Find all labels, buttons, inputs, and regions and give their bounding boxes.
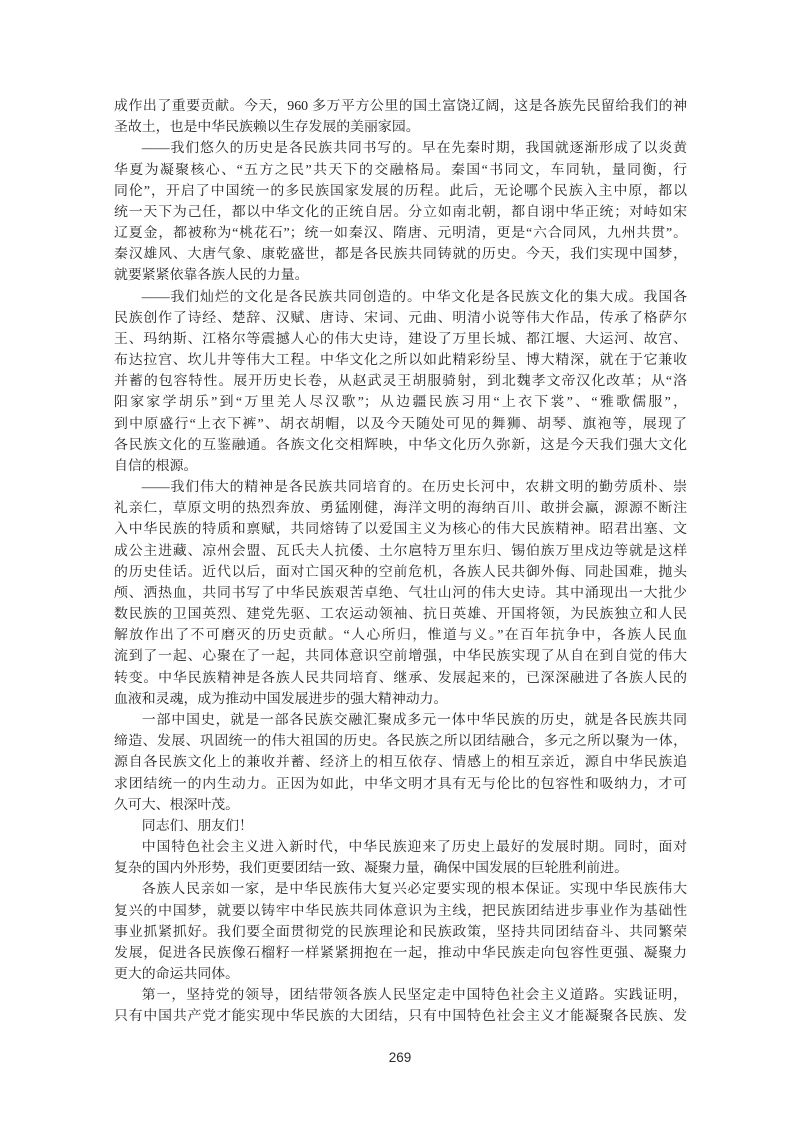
- text-line: 入中华民族的特质和禀赋，共同熔铸了以爱国主义为核心的伟大民族精神。昭君出塞、文: [114, 522, 687, 538]
- text-line: 各族人民亲如一家，是中华民族伟大复兴必定要实现的根本保证。实现中华民族伟大: [141, 882, 687, 898]
- text-line: 发展，促进各民族像石榴籽一样紧紧拥抱在一起，推动中华民族走向包容性更强、凝聚力: [114, 945, 687, 961]
- text-line: 礼亲仁，草原文明的热烈奔放、勇猛刚健，海洋文明的海纳百川、敢拼会赢，源源不断注: [114, 501, 687, 517]
- text-line: 血液和灵魂，成为推动中国发展进步的强大精神动力。: [114, 691, 448, 707]
- text-line: 阳家家学胡乐”到“万里羌人尽汉歌”；从边疆民族习用“上衣下裳”、“雅歌儒服”，: [114, 395, 687, 411]
- text-line: 的历史佳话。近代以后，面对亡国灭种的空前危机，各族人民共御外侮、同赴国难，抛头: [114, 564, 687, 580]
- text-line: 中国特色社会主义进入新时代，中华民族迎来了历史上最好的发展时期。同时，面对: [141, 840, 687, 856]
- text-line: 久可大、根深叶茂。: [114, 797, 240, 813]
- text-line: 缔造、发展、巩固统一的伟大祖国的历史。各民族之所以团结融合，多元之所以聚为一体，: [114, 734, 687, 750]
- text-line: ——我们伟大的精神是各民族共同培育的。在历史长河中，农耕文明的勤劳质朴、崇: [141, 480, 687, 496]
- text-line: 第一，坚持党的领导，团结带领各族人民坚定走中国特色社会主义道路。实践证明，: [141, 988, 687, 1004]
- text-line: 只有中国共产党才能实现中华民族的大团结，只有中国特色社会主义才能凝聚各民族、发: [114, 1009, 687, 1025]
- text-line: 复杂的国内外形势，我们更要团结一致、凝聚力量，确保中国发展的巨轮胜利前进。: [114, 861, 628, 877]
- text-line: 成作出了重要贡献。今天，960 多万平方公里的国土富饶辽阔，这是各族先民留给我们的神: [114, 99, 687, 114]
- text-line: 流到了一起、心聚在了一起，共同体意识空前增强，中华民族实现了从自在到自觉的伟大: [114, 649, 687, 665]
- text-line: 各民族文化的互鉴融通。各族文化交相辉映，中华文化历久弥新，这是今天我们强大文化: [114, 437, 687, 453]
- text-line: 同志们、朋友们！: [141, 818, 253, 834]
- text-line: 成公主进藏、凉州会盟、瓦氏夫人抗倭、土尔扈特万里东归、锡伯族万里戍边等就是这样: [114, 543, 687, 559]
- text-line: 辽夏金，都被称为“桃花石”；统一如秦汉、隋唐、元明清，更是“六合同风，九州共贯”。: [114, 226, 687, 242]
- text-line: 转变。中华民族精神是各族人民共同培育、继承、发展起来的，已深深融进了各族人民的: [114, 670, 687, 686]
- text-line: 王、玛纳斯、江格尔等震撼人心的伟大史诗，建设了万里长城、都江堰、大运河、故宫、: [114, 331, 687, 347]
- text-line: 秦汉雄风、大唐气象、康乾盛世，都是各民族共同铸就的历史。今天，我们实现中国梦，: [114, 247, 687, 263]
- text-line: 同伦”，开启了中国统一的多民族国家发展的历程。此后，无论哪个民族入主中原，都以: [114, 183, 687, 199]
- text-line: 华夏为凝聚核心、“五方之民”共天下的交融格局。秦国“书同文，车同轨，量同衡，行: [114, 162, 687, 178]
- text-line: 事业抓紧抓好。我们要全面贯彻党的民族理论和民族政策，坚持共同团结奋斗、共同繁荣: [114, 924, 687, 940]
- text-line: 民族创作了诗经、楚辞、汉赋、唐诗、宋词、元曲、明清小说等伟大作品，传承了格萨尔: [114, 310, 687, 326]
- text-line: ——我们悠久的历史是各民族共同书写的。早在先秦时期，我国就逐渐形成了以炎黄: [141, 141, 687, 157]
- text-line: 到中原盛行“上衣下裤”、胡衣胡帽，以及今天随处可见的舞狮、胡琴、旗袍等，展现了: [114, 416, 687, 432]
- text-line: 布达拉宫、坎儿井等伟大工程。中华文化之所以如此精彩纷呈、博大精深，就在于它兼收: [114, 353, 687, 369]
- text-line: 数民族的卫国英烈、建党先驱、工农运动领袖、抗日英雄、开国将领，为民族独立和人民: [114, 607, 687, 623]
- text-line: 更大的命运共同体。: [114, 967, 240, 983]
- text-line: 一部中国史，就是一部各民族交融汇聚成多元一体中华民族的历史，就是各民族共同: [141, 712, 687, 728]
- page-number: 269: [388, 1050, 412, 1065]
- text-line: 复兴的中国梦，就要以铸牢中华民族共同体意识为主线，把民族团结进步事业作为基础性: [114, 903, 687, 919]
- text-line: 统一天下为己任，都以中华文化的正统自居。分立如南北朝，都自诩中华正统；对峙如宋: [114, 204, 687, 220]
- text-line: 颅、洒热血，共同书写了中华民族艰苦卓绝、气壮山河的伟大史诗。其中涌现出一大批少: [114, 585, 687, 601]
- text-line: 求团结统一的内生动力。正因为如此，中华文明才具有无与伦比的包容性和吸纳力，才可: [114, 776, 687, 792]
- text-line: ——我们灿烂的文化是各民族共同创造的。中华文化是各民族文化的集大成。我国各: [141, 289, 687, 305]
- text-line: 解放作出了不可磨灭的历史贡献。“人心所归，惟道与义。”在百年抗争中，各族人民血: [114, 628, 687, 644]
- text-line: 就要紧紧依靠各族人民的力量。: [114, 268, 309, 284]
- text-line: 圣故土，也是中华民族赖以生存发展的美丽家园。: [114, 120, 420, 136]
- text-line: 源自各民族文化上的兼收并蓄、经济上的相互依存、情感上的相互亲近，源自中华民族追: [114, 755, 687, 771]
- text-line: 自信的根源。: [114, 458, 198, 474]
- text-line: 并蓄的包容特性。展开历史长卷，从赵武灵王胡服骑射，到北魏孝文帝汉化改革；从“洛: [114, 374, 687, 390]
- speech-text-block: [114, 96, 687, 1028]
